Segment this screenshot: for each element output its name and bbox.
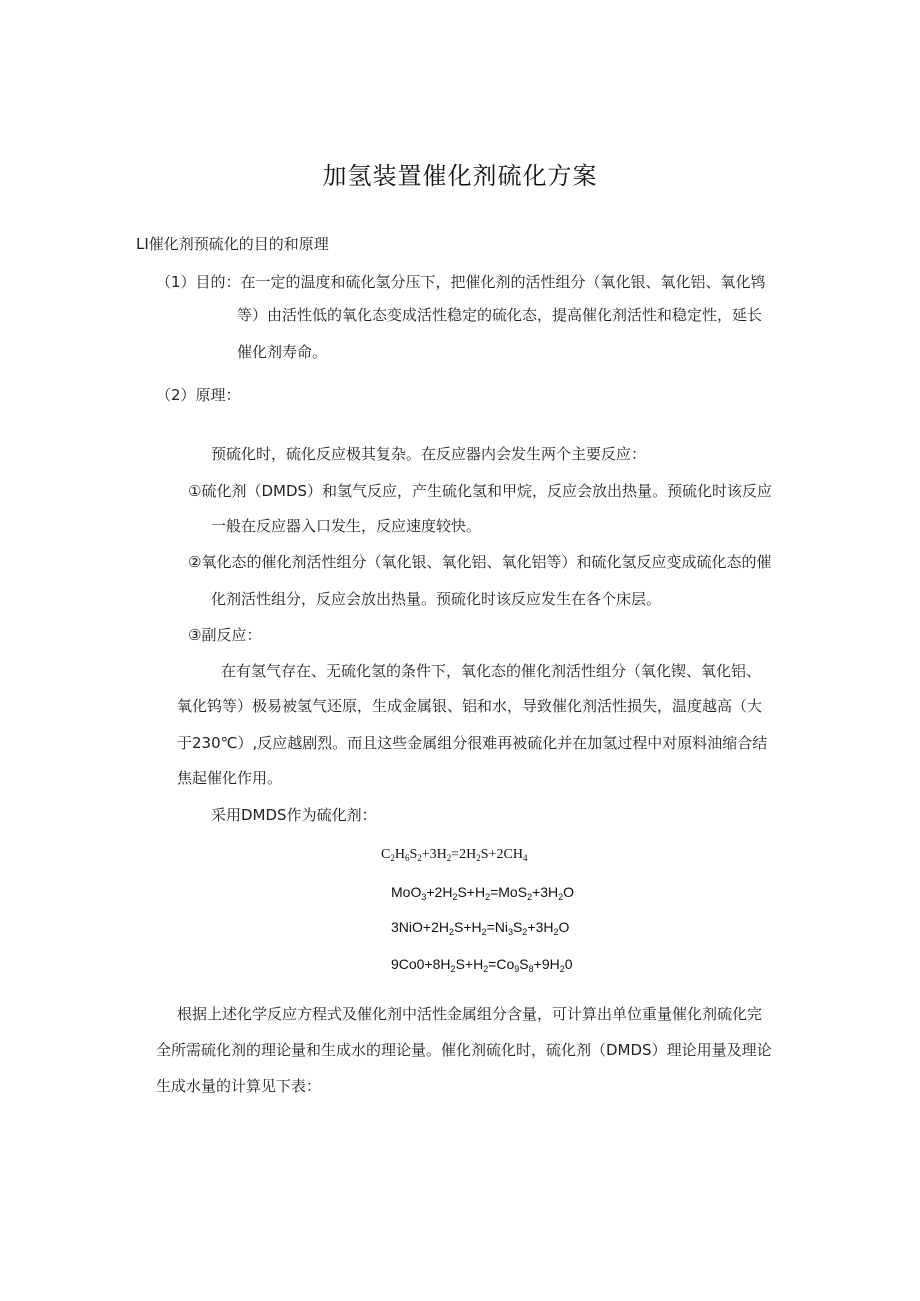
equation-moo3: $MoO_3+2H_2S+H_2=MoS_2+3H_2O$: [391, 884, 575, 902]
purpose-line-2: 等）由活性低的氧化态变成活性稳定的硫化态，提高催化剂活性和稳定性，延长: [237, 306, 763, 324]
equation-coo: $9Co0+8H_2S+H_2=Co_9S_8+9H_20$: [391, 956, 573, 974]
conclusion-line-3: 生成水量的计算见下表：: [156, 1077, 322, 1095]
side-reaction-line-2: 氧化钨等）极易被氢气还原，生成金属银、铝和水，导致催化剂活性损失，温度越高（大: [177, 697, 763, 715]
page-title: 加氢装置催化剂硫化方案: [322, 162, 598, 190]
sulfiding-agent-line: 采用DMDS作为硫化剂：: [211, 806, 377, 824]
purpose-line-1: （1）目的：在一定的温度和硫化氢分压下，把催化剂的活性组分（氧化银、氧化铝、氧化鸨: [156, 273, 766, 291]
conclusion-line-2: 全所需硫化剂的理论量和生成水的理论量。催化剂硫化时，硫化剂（DMDS）理论用量及理论: [156, 1041, 772, 1059]
principle-intro: 预硫化时，硫化反应极其复杂。在反应器内会发生两个主要反应：: [211, 445, 647, 463]
reaction-1-line-1: ①硫化剂（DMDS）和氢气反应，产生硫化氢和甲烷，反应会放出热量。预硫化时该反应: [188, 482, 773, 500]
principle-label: （2）原理：: [156, 386, 241, 404]
purpose-line-3: 催化剂寿命。: [237, 343, 328, 361]
side-reaction-label: ③副反应：: [188, 626, 262, 644]
equation-nio: $3NiO+2H_2S+H_2=Ni_3S_2+3H_2O$: [391, 919, 570, 937]
reaction-2-line-1: ②氧化态的催化剂活性组分（氧化银、氧化铝、氧化铝等）和硫化氢反应变成硫化态的催: [188, 553, 772, 571]
reaction-2-line-2: 化剂活性组分，反应会放出热量。预硫化时该反应发生在各个床层。: [211, 590, 662, 608]
conclusion-line-1: 根据上述化学反应方程式及催化剂中活性金属组分含量，可计算出单位重量催化剂硫化完: [177, 1005, 763, 1023]
equation-dmds: $C_2H_6S_2+3H_2=2H_2S+2CH_4$: [381, 847, 528, 863]
reaction-1-line-2: 一般在反应器入口发生，反应速度较快。: [211, 517, 482, 535]
side-reaction-line-3: 于230℃）,反应越剧烈。而且这些金属组分很难再被硫化并在加氢过程中对原料油缩合结: [177, 734, 768, 752]
side-reaction-line-1: 在有氢气存在、无硫化氢的条件下，氧化态的催化剂活性组分（氧化锲、氧化铝、: [221, 662, 762, 680]
side-reaction-line-4: 焦起催化作用。: [177, 769, 283, 787]
section-heading: LI催化剂预硫化的目的和原理: [136, 235, 329, 253]
